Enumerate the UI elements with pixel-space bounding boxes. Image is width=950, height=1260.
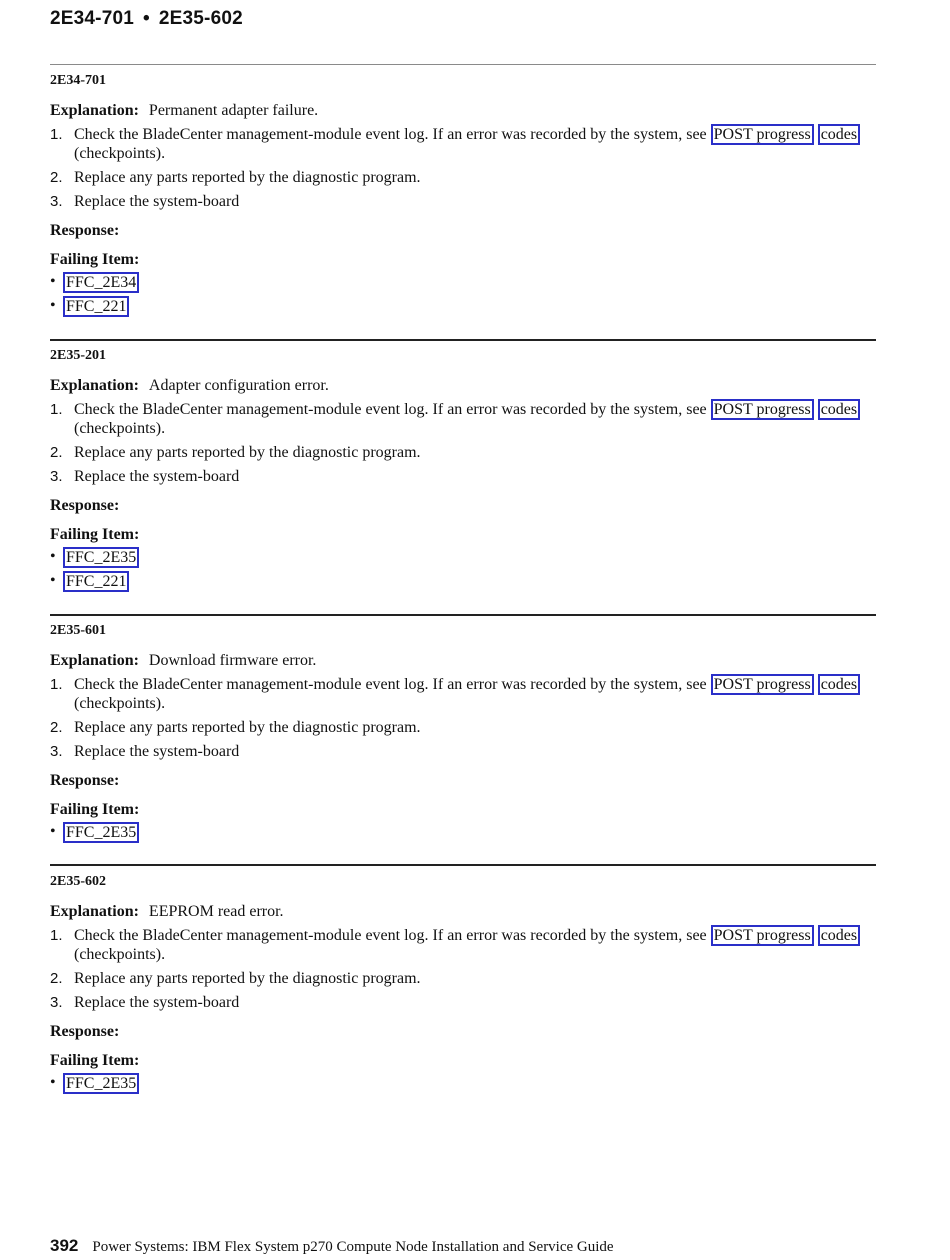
step-text: Replace any parts reported by the diagnostic program. — [74, 444, 421, 461]
post-progress-link[interactable]: POST progress — [711, 399, 814, 420]
step-number: 3. — [50, 994, 63, 1011]
response-label: Response: — [50, 1023, 120, 1040]
entry-divider — [50, 614, 876, 616]
step-number: 1. — [50, 927, 63, 944]
response-label: Response: — [50, 772, 120, 789]
step-text: Replace any parts reported by the diagnostic program. — [74, 970, 421, 987]
step-text: Check the BladeCenter management-module event log. If an error was recorded by the system, see — [74, 401, 711, 418]
step-number: 1. — [50, 126, 63, 143]
failing-items-list — [50, 272, 876, 317]
step-text: Replace any parts reported by the diagnostic program. — [74, 719, 421, 736]
action-step — [50, 926, 876, 964]
action-step — [50, 675, 876, 713]
explanation-text: EEPROM read error. — [148, 903, 284, 920]
error-entry — [50, 72, 876, 320]
action-step — [50, 993, 876, 1012]
error-code: 2E35-602 — [50, 874, 106, 889]
action-step — [50, 467, 876, 486]
error-entry — [50, 873, 876, 1097]
ffc-link[interactable]: FFC_2E35 — [63, 1073, 139, 1094]
failing-item — [50, 272, 876, 293]
bullet: • — [50, 297, 56, 314]
explanation-label: Explanation: — [50, 652, 139, 669]
step-number: 2. — [50, 970, 63, 987]
bullet: • — [50, 548, 56, 565]
action-step — [50, 400, 876, 438]
step-number: 3. — [50, 743, 63, 760]
page-header-title — [50, 8, 243, 30]
error-code: 2E35-601 — [50, 623, 106, 638]
bullet: • — [50, 572, 56, 589]
step-text: Replace the system-board — [74, 994, 240, 1011]
step-text: Replace any parts reported by the diagnostic program. — [74, 169, 421, 186]
step-text: Check the BladeCenter management-module event log. If an error was recorded by the system, see — [74, 126, 711, 143]
explanation-label: Explanation: — [50, 102, 139, 119]
failing-item — [50, 547, 876, 568]
response-label: Response: — [50, 497, 120, 514]
post-progress-link[interactable]: POST progress — [711, 925, 814, 946]
failing-items-list — [50, 547, 876, 592]
failing-item-label: Failing Item: — [50, 526, 140, 543]
failing-item — [50, 1073, 876, 1094]
error-entry — [50, 622, 876, 846]
step-number: 3. — [50, 468, 63, 485]
explanation-line — [50, 902, 876, 921]
step-number: 1. — [50, 676, 63, 693]
header-separator: • — [143, 8, 150, 29]
failing-item-label: Failing Item: — [50, 251, 140, 268]
book-title: Power Systems: IBM Flex System p270 Compute Node Installation and Service Guide — [92, 1239, 614, 1255]
step-number: 3. — [50, 193, 63, 210]
post-progress-codes-link[interactable]: codes — [818, 124, 860, 145]
step-text-suffix: (checkpoints). — [74, 145, 166, 162]
action-steps — [50, 125, 876, 211]
error-code: 2E35-201 — [50, 348, 106, 363]
failing-item — [50, 296, 876, 317]
action-steps — [50, 926, 876, 1012]
step-text: Check the BladeCenter management-module event log. If an error was recorded by the system, see — [74, 927, 711, 944]
error-code: 2E34-701 — [50, 73, 106, 88]
page-footer — [50, 1236, 614, 1256]
step-text: Replace the system-board — [74, 743, 240, 760]
action-step — [50, 125, 876, 163]
step-text: Check the BladeCenter management-module event log. If an error was recorded by the system, see — [74, 676, 711, 693]
step-number: 2. — [50, 444, 63, 461]
error-entry — [50, 347, 876, 595]
explanation-line — [50, 101, 876, 120]
ffc-link[interactable]: FFC_2E35 — [63, 547, 139, 568]
action-step — [50, 718, 876, 737]
step-text-suffix: (checkpoints). — [74, 695, 166, 712]
page-number: 392 — [50, 1236, 79, 1255]
action-steps — [50, 400, 876, 486]
failing-items-list — [50, 1073, 876, 1094]
failing-item — [50, 571, 876, 592]
action-step — [50, 168, 876, 187]
step-text: Replace the system-board — [74, 468, 240, 485]
bullet: • — [50, 823, 56, 840]
action-step — [50, 443, 876, 462]
post-progress-codes-link[interactable]: codes — [818, 399, 860, 420]
step-text-suffix: (checkpoints). — [74, 946, 166, 963]
action-step — [50, 192, 876, 211]
bullet: • — [50, 273, 56, 290]
failing-item-label: Failing Item: — [50, 801, 140, 818]
entry-divider — [50, 864, 876, 866]
post-progress-link[interactable]: POST progress — [711, 674, 814, 695]
header-rule — [50, 64, 876, 65]
action-step — [50, 742, 876, 761]
ffc-link[interactable]: FFC_2E34 — [63, 272, 139, 293]
step-number: 2. — [50, 719, 63, 736]
explanation-text: Adapter configuration error. — [148, 377, 329, 394]
explanation-line — [50, 376, 876, 395]
ffc-link[interactable]: FFC_2E35 — [63, 822, 139, 843]
explanation-label: Explanation: — [50, 377, 139, 394]
response-label: Response: — [50, 222, 120, 239]
failing-item — [50, 822, 876, 843]
failing-items-list — [50, 822, 876, 843]
header-code-end: 2E35-602 — [158, 8, 243, 29]
step-text: Replace the system-board — [74, 193, 240, 210]
bullet: • — [50, 1074, 56, 1091]
post-progress-codes-link[interactable]: codes — [818, 925, 860, 946]
ffc-link[interactable]: FFC_221 — [63, 571, 129, 592]
explanation-text: Download firmware error. — [148, 652, 317, 669]
explanation-label: Explanation: — [50, 903, 139, 920]
post-progress-codes-link[interactable]: codes — [818, 674, 860, 695]
step-number: 2. — [50, 169, 63, 186]
action-step — [50, 969, 876, 988]
ffc-link[interactable]: FFC_221 — [63, 296, 129, 317]
failing-item-label: Failing Item: — [50, 1052, 140, 1069]
step-text-suffix: (checkpoints). — [74, 420, 166, 437]
post-progress-link[interactable]: POST progress — [711, 124, 814, 145]
entry-divider — [50, 339, 876, 341]
step-number: 1. — [50, 401, 63, 418]
explanation-line — [50, 651, 876, 670]
header-code-start: 2E34-701 — [50, 8, 135, 29]
explanation-text: Permanent adapter failure. — [148, 102, 319, 119]
action-steps — [50, 675, 876, 761]
